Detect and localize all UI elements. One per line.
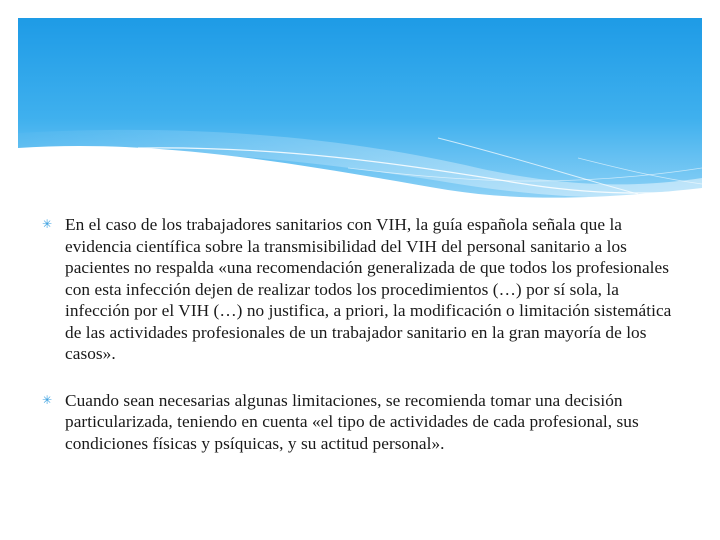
bullet-text: Cuando sean necesarias algunas limitaciones, se recomienda tomar una decisión particularizada, teniendo en cuenta «el tipo de actividades de cada profesional, sus condiciones físicas y psíquicas, y su actitud personal». (65, 390, 639, 453)
bullet-item (42, 214, 672, 365)
bullet-item (42, 390, 672, 455)
slide-content (42, 214, 672, 454)
header-banner (18, 18, 702, 200)
banner-graphic (18, 18, 702, 200)
asterisk-bullet-icon: ✳ (42, 392, 53, 407)
bullet-text: En el caso de los trabajadores sanitarios con VIH, la guía española señala que la evidencia científica sobre la transmisibilidad del VIH del personal sanitario a los pacientes no respalda «una recomendación generalizada de que todos los profesionales con esta infección dejen de realizar todos los procedimientos (…) por sí sola, la infección por el VIH (…) no justifica, a priori, la modificación o limitación sistemática de las actividades profesionales de un trabajador sanitario en la gran mayoría de los casos». (65, 215, 672, 363)
asterisk-bullet-icon: ✳ (42, 217, 53, 231)
